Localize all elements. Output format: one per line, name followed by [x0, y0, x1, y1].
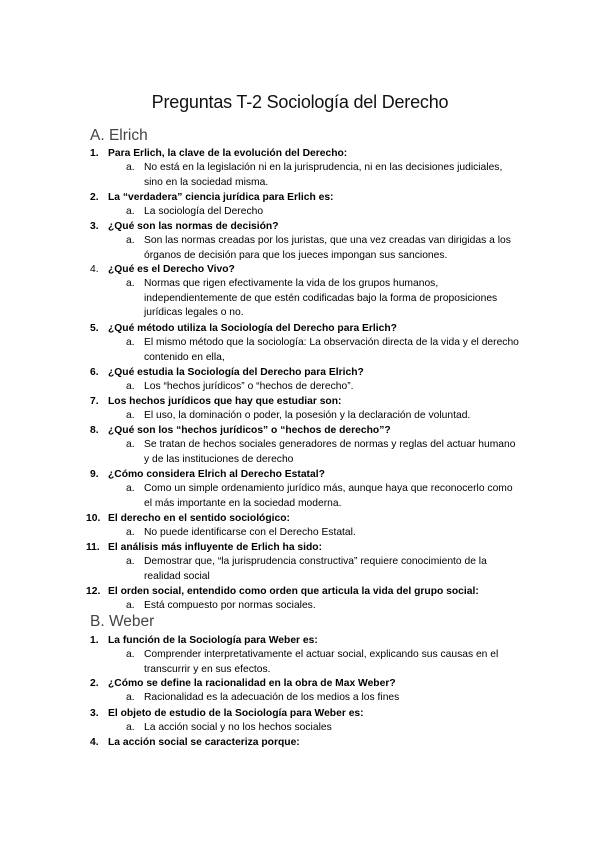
question: 4. La acción social se caracteriza porque:: [90, 737, 300, 748]
question: 1. Para Erlich, la clave de la evolución del Derecho:: [90, 148, 348, 159]
question: 2. La “verdadera” ciencia jurídica para Erlich es:: [90, 192, 334, 203]
question: 3. ¿Qué son las normas de decisión?: [90, 221, 279, 232]
answer: a. La acción social y no los hechos sociales: [126, 722, 332, 733]
answer: a. Como un simple ordenamiento jurídico más, aunque haya que reconocerlo como el más importante en la sociedad moderna.: [126, 483, 513, 509]
question: 2. ¿Cómo se define la racionalidad en la obra de Max Weber?: [90, 678, 396, 689]
answer: a. La sociología del Derecho: [126, 206, 264, 217]
answer: a. Los “hechos jurídicos” o “hechos de derecho”.: [126, 381, 354, 392]
answer: a. Normas que rigen efectivamente la vida de los grupos humanos, independientemente de que estén codificadas bajo la forma de proposiciones jurídicas legales o no.: [126, 278, 498, 318]
answer: a. Está compuesto por normas sociales.: [126, 600, 316, 611]
question: 6. ¿Qué estudia la Sociología del Derecho para Elrich?: [90, 367, 364, 378]
question: 11. El análisis más influyente de Erlich ha sido:: [86, 542, 323, 553]
question: 3. El objeto de estudio de la Sociología para Weber es:: [90, 708, 364, 719]
question: 8. ¿Qué son los “hechos jurídicos” o “hechos de derecho”?: [90, 425, 391, 436]
question: 5. ¿Qué método utiliza la Sociología del Derecho para Erlich?: [90, 323, 397, 334]
answer: a. Son las normas creadas por los juristas, que una vez creadas van dirigidas a los órganos de decisión para que los jueces impongan sus sanciones.: [126, 235, 511, 261]
question: 4. ¿Qué es el Derecho Vivo?: [90, 264, 235, 275]
answer: a. Comprender interpretativamente el actuar social, explicando sus causas en el transcurrir y en sus efectos.: [126, 649, 499, 675]
question: 1. La función de la Sociología para Weber es:: [90, 635, 318, 646]
answer: a. No está en la legislación ni en la jurisprudencia, ni en las decisiones judiciales, sino en la sociedad misma.: [126, 162, 503, 188]
answer: a. Se tratan de hechos sociales generadores de normas y reglas del actuar humano y de las instituciones de derecho: [126, 439, 516, 465]
question: 10. El derecho en el sentido sociológico:: [86, 513, 290, 524]
question: 9. ¿Cómo considera Elrich al Derecho Estatal?: [90, 469, 325, 480]
answer: a. El mismo método que la sociología: La observación directa de la vida y el derecho contenido en ella,: [126, 337, 519, 363]
answer: a. No puede identificarse con el Derecho Estatal.: [126, 527, 356, 538]
answer: a. Demostrar que, “la jurisprudencia constructiva” requiere conocimiento de la realidad social: [126, 556, 487, 582]
answer: a. Racionalidad es la adecuación de los medios a los fines: [126, 692, 400, 703]
page-title: Preguntas T-2 Sociología del Derecho: [151, 92, 449, 112]
question: 12. El orden social, entendido como orden que articula la vida del grupo social:: [86, 586, 479, 597]
section-heading-b: B. Weber: [90, 613, 155, 630]
section-heading-a: A. Elrich: [90, 127, 148, 144]
answer: a. El uso, la dominación o poder, la posesión y la declaración de voluntad.: [126, 410, 471, 421]
question: 7. Los hechos jurídicos que hay que estudiar son:: [90, 396, 342, 407]
